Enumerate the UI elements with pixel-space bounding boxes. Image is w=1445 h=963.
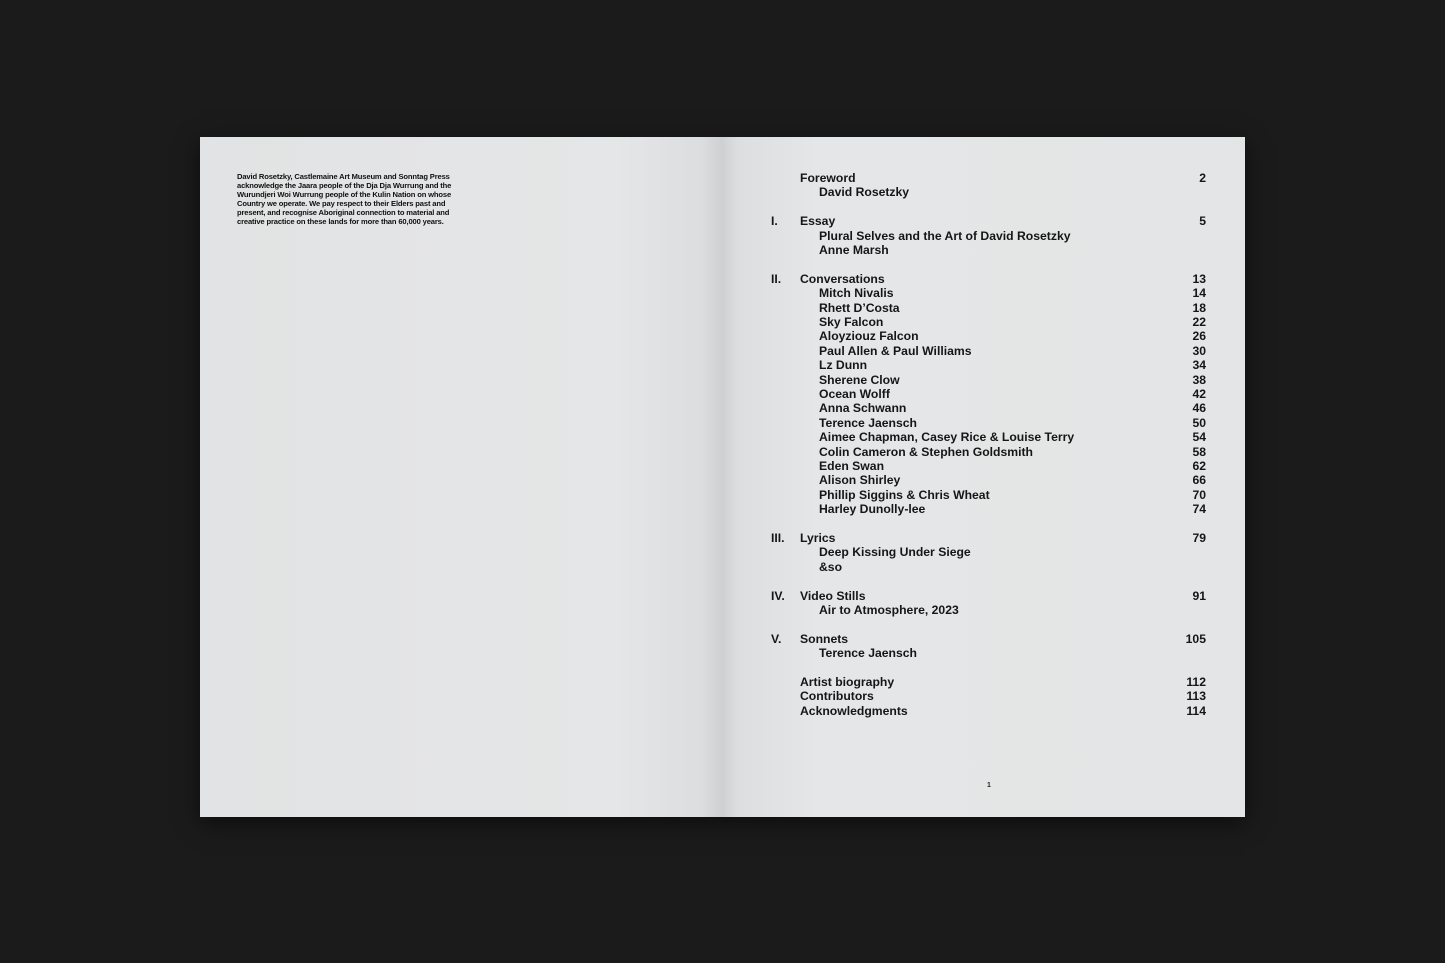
entry-page-number: 58 [1192,444,1206,459]
toc-entry [722,185,1245,200]
back-matter-page-number: 114 [1186,703,1206,718]
toc-entry [722,329,1245,344]
entry-page-number: 22 [1192,315,1206,329]
section-page-number: 79 [1192,531,1206,545]
entry-page-number: 38 [1192,372,1206,387]
section-title: Sonnets [800,631,849,646]
toc-entry [722,560,1245,575]
entry-label: Lz Dunn [819,358,868,373]
entry-page-number: 18 [1192,300,1206,315]
entry-label: Plural Selves and the Art of David Rosetzky [819,228,1071,243]
entry-label: Deep Kissing Under Siege [819,545,971,560]
entry-page-number: 34 [1192,358,1206,373]
entry-label: Colin Cameron & Stephen Goldsmith [819,444,1033,459]
entry-label: Terence Jaensch [819,415,918,430]
entry-label: Sherene Clow [819,372,900,387]
section-title: Video Stills [800,588,866,603]
entry-label: &so [819,559,843,574]
section-page-number: 5 [1199,214,1206,229]
entry-page-number: 26 [1192,329,1206,344]
entry-label: Phillip Siggins & Chris Wheat [819,487,990,502]
section-numeral: II. [771,271,782,286]
back-matter-title: Acknowledgments [800,703,908,718]
entry-label: Alison Shirley [819,473,901,488]
entry-label: Sky Falcon [819,315,884,329]
toc-entry [722,387,1245,402]
toc-entry [722,315,1245,330]
section-numeral: IV. [771,588,785,603]
entry-label: Rhett D’Costa [819,300,900,315]
section-numeral: III. [771,531,785,545]
back-matter-page-number: 112 [1186,675,1206,689]
toc-back-matter-item [722,704,1245,719]
toc-section-heading [722,632,1245,647]
section-title: Foreword [800,171,856,185]
toc-entry [722,473,1245,488]
section-title: Lyrics [800,531,836,545]
entry-page-number: 50 [1192,415,1206,430]
toc-entry [722,229,1245,244]
toc-entry [722,488,1245,503]
toc-section-heading [722,214,1245,229]
section-page-number: 105 [1185,631,1206,646]
toc-entry [722,545,1245,560]
page-number: 1 [987,782,991,789]
entry-label: Paul Allen & Paul Williams [819,343,972,358]
section-title: Conversations [800,271,885,286]
toc-section-heading [722,589,1245,604]
section-numeral: I. [771,214,778,229]
toc-section-heading [722,171,1245,186]
entry-page-number: 42 [1192,387,1206,401]
section-page-number: 2 [1199,171,1206,185]
toc-entry [722,344,1245,359]
entry-page-number: 30 [1192,343,1206,358]
toc-entry [722,301,1245,316]
section-numeral: V. [771,631,782,646]
entry-label: Air to Atmosphere, 2023 [819,603,959,617]
toc-section-heading [722,272,1245,287]
toc-back-matter-item [722,689,1245,704]
toc-entry [722,358,1245,373]
entry-page-number: 46 [1192,401,1206,416]
entry-page-number: 54 [1192,430,1206,445]
toc-entry [722,286,1245,301]
entry-page-number: 14 [1192,286,1206,301]
back-matter-title: Contributors [800,689,874,704]
book-spread [200,137,1245,817]
section-page-number: 13 [1192,271,1206,286]
entry-label: Anna Schwann [819,401,907,416]
entry-page-number: 62 [1192,459,1206,473]
entry-label: Eden Swan [819,459,885,473]
entry-label: Terence Jaensch [819,646,918,661]
toc-entry [722,502,1245,517]
entry-page-number: 66 [1192,473,1206,488]
toc-entry [722,603,1245,618]
entry-label: Mitch Nivalis [819,286,894,301]
entry-label: Aimee Chapman, Casey Rice & Louise Terry [819,430,1075,445]
left-page [200,137,722,817]
entry-label: Harley Dunolly-lee [819,502,926,517]
entry-label: David Rosetzky [819,185,910,200]
entry-page-number: 70 [1192,487,1206,502]
acknowledgement-of-country: David Rosetzky, Castlemaine Art Museum and Sonntag Press acknowledge the Jaara people of the Dja Dja Wurrung and the Wurundjeri Woi Wurrung people of the Kulin Nation on whose Country we operate. We pay respect to their Elders past and present, and recognise Aboriginal connection to material and creative practice on these lands for more than 60,000 years. [237,172,452,227]
toc-entry [722,243,1245,258]
toc-entry [722,646,1245,661]
toc-entry [722,459,1245,474]
back-matter-title: Artist biography [800,675,895,689]
table-of-contents [722,137,1245,817]
right-page [722,137,1245,817]
entry-label: Anne Marsh [819,243,889,257]
section-title: Essay [800,214,836,229]
section-page-number: 91 [1192,588,1206,603]
toc-entry [722,430,1245,445]
entry-label: Aloyziouz Falcon [819,329,919,344]
toc-entry [722,373,1245,388]
toc-section-heading [722,531,1245,546]
toc-entry [722,416,1245,431]
entry-label: Ocean Wolff [819,387,890,401]
back-matter-page-number: 113 [1186,689,1206,704]
entry-page-number: 74 [1192,502,1206,517]
toc-entry [722,401,1245,416]
toc-back-matter-item [722,675,1245,690]
toc-entry [722,445,1245,460]
